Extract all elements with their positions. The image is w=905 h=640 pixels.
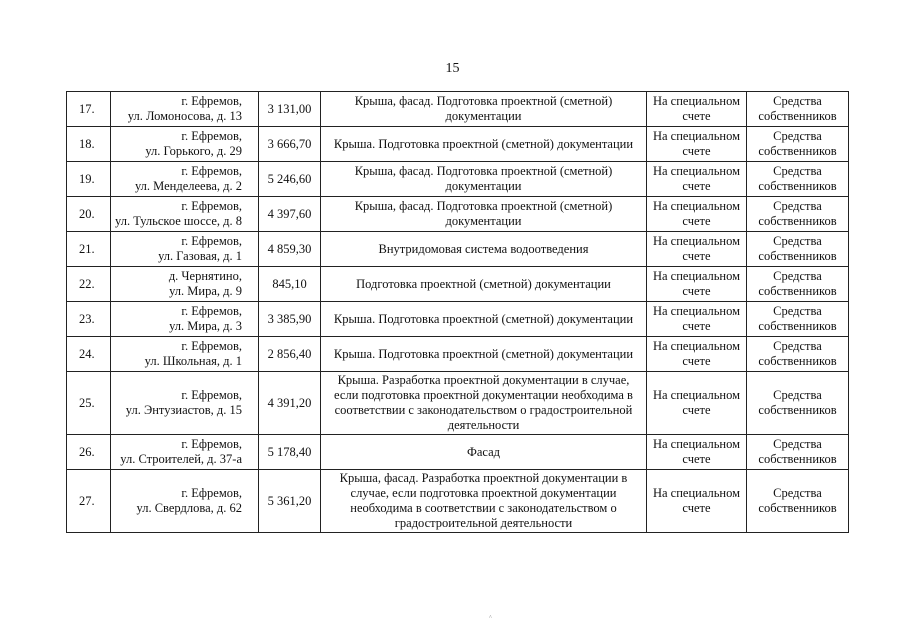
account-cell: На специальном счете — [647, 435, 747, 470]
table-row — [67, 197, 849, 232]
funding-cell: Средства собственников — [747, 470, 849, 533]
area-cell: 2 856,40 — [259, 337, 321, 372]
repair-register-table — [66, 91, 849, 533]
address-street: ул. Ломоносова, д. 13 — [127, 109, 242, 123]
table-row — [67, 435, 849, 470]
work-type-cell: Крыша. Подготовка проектной (сметной) документации — [321, 337, 647, 372]
account-cell: На специальном счете — [647, 92, 747, 127]
address-cell — [111, 372, 259, 435]
area-cell: 4 859,30 — [259, 232, 321, 267]
work-type-cell: Крыша, фасад. Подготовка проектной (сметной) документации — [321, 162, 647, 197]
work-type-cell: Крыша, фасад. Подготовка проектной (сметной) документации — [321, 197, 647, 232]
table-row — [67, 92, 849, 127]
work-type-cell: Крыша. Подготовка проектной (сметной) документации — [321, 302, 647, 337]
funding-cell: Средства собственников — [747, 232, 849, 267]
address-city: г. Ефремов, — [181, 164, 242, 178]
address-cell — [111, 162, 259, 197]
funding-cell: Средства собственников — [747, 435, 849, 470]
address-street: ул. Энтузиастов, д. 15 — [125, 403, 242, 417]
work-type-cell: Внутридомовая система водоотведения — [321, 232, 647, 267]
area-cell: 3 131,00 — [259, 92, 321, 127]
account-cell: На специальном счете — [647, 337, 747, 372]
area-cell: 5 361,20 — [259, 470, 321, 533]
row-number: 19. — [67, 162, 111, 197]
work-type-cell: Подготовка проектной (сметной) документации — [321, 267, 647, 302]
area-cell: 4 391,20 — [259, 372, 321, 435]
row-number: 21. — [67, 232, 111, 267]
address-city: г. Ефремов, — [181, 129, 242, 143]
address-city: г. Ефремов, — [181, 339, 242, 353]
address-cell — [111, 435, 259, 470]
table-row — [67, 127, 849, 162]
table-row — [67, 162, 849, 197]
address-street: ул. Свердлова, д. 62 — [136, 501, 242, 515]
address-street: ул. Мира, д. 3 — [169, 319, 242, 333]
address-city: г. Ефремов, — [181, 234, 242, 248]
funding-cell: Средства собственников — [747, 127, 849, 162]
address-cell — [111, 197, 259, 232]
account-cell: На специальном счете — [647, 267, 747, 302]
table-row — [67, 470, 849, 533]
address-city: г. Ефремов, — [181, 388, 242, 402]
scan-artifact: ^ — [489, 615, 492, 621]
row-number: 25. — [67, 372, 111, 435]
account-cell: На специальном счете — [647, 302, 747, 337]
area-cell: 5 246,60 — [259, 162, 321, 197]
address-cell — [111, 337, 259, 372]
work-type-cell: Крыша. Разработка проектной документации в случае, если подготовка проектной документации необходима в соответствии с законодательством о градостроительной деятельности — [321, 372, 647, 435]
address-city: г. Ефремов, — [181, 304, 242, 318]
address-street: ул. Тульское шоссе, д. 8 — [115, 214, 242, 228]
row-number: 17. — [67, 92, 111, 127]
table-row — [67, 337, 849, 372]
table-row — [67, 372, 849, 435]
work-type-cell: Крыша, фасад. Разработка проектной документации в случае, если подготовка проектной документации необходима в соответствии с законодательством о градостроительной деятельности — [321, 470, 647, 533]
account-cell: На специальном счете — [647, 372, 747, 435]
work-type-cell: Фасад — [321, 435, 647, 470]
row-number: 23. — [67, 302, 111, 337]
address-street: ул. Горького, д. 29 — [145, 144, 242, 158]
row-number: 22. — [67, 267, 111, 302]
area-cell: 5 178,40 — [259, 435, 321, 470]
row-number: 27. — [67, 470, 111, 533]
funding-cell: Средства собственников — [747, 267, 849, 302]
table-row — [67, 267, 849, 302]
funding-cell: Средства собственников — [747, 302, 849, 337]
area-cell: 3 385,90 — [259, 302, 321, 337]
page-number: 15 — [445, 61, 460, 76]
address-cell — [111, 302, 259, 337]
account-cell: На специальном счете — [647, 162, 747, 197]
row-number: 24. — [67, 337, 111, 372]
funding-cell: Средства собственников — [747, 337, 849, 372]
address-street: ул. Газовая, д. 1 — [158, 249, 242, 263]
area-cell: 3 666,70 — [259, 127, 321, 162]
account-cell: На специальном счете — [647, 470, 747, 533]
account-cell: На специальном счете — [647, 127, 747, 162]
area-cell: 4 397,60 — [259, 197, 321, 232]
address-city: г. Ефремов, — [181, 199, 242, 213]
address-cell — [111, 470, 259, 533]
work-type-cell: Крыша. Подготовка проектной (сметной) документации — [321, 127, 647, 162]
address-street: ул. Мира, д. 9 — [169, 284, 242, 298]
work-type-cell: Крыша, фасад. Подготовка проектной (сметной) документации — [321, 92, 647, 127]
address-city: д. Чернятино, — [168, 269, 242, 283]
table-row — [67, 302, 849, 337]
table-row — [67, 232, 849, 267]
funding-cell: Средства собственников — [747, 92, 849, 127]
account-cell: На специальном счете — [647, 197, 747, 232]
account-cell: На специальном счете — [647, 232, 747, 267]
address-cell — [111, 127, 259, 162]
address-street: ул. Школьная, д. 1 — [144, 354, 242, 368]
address-street: ул. Менделеева, д. 2 — [134, 179, 242, 193]
row-number: 20. — [67, 197, 111, 232]
address-city: г. Ефремов, — [181, 437, 242, 451]
address-street: ул. Строителей, д. 37-а — [120, 452, 242, 466]
address-city: г. Ефремов, — [181, 94, 242, 108]
address-cell — [111, 92, 259, 127]
funding-cell: Средства собственников — [747, 197, 849, 232]
funding-cell: Средства собственников — [747, 372, 849, 435]
funding-cell: Средства собственников — [747, 162, 849, 197]
area-cell: 845,10 — [259, 267, 321, 302]
address-cell — [111, 267, 259, 302]
row-number: 26. — [67, 435, 111, 470]
address-city: г. Ефремов, — [181, 486, 242, 500]
row-number: 18. — [67, 127, 111, 162]
address-cell — [111, 232, 259, 267]
